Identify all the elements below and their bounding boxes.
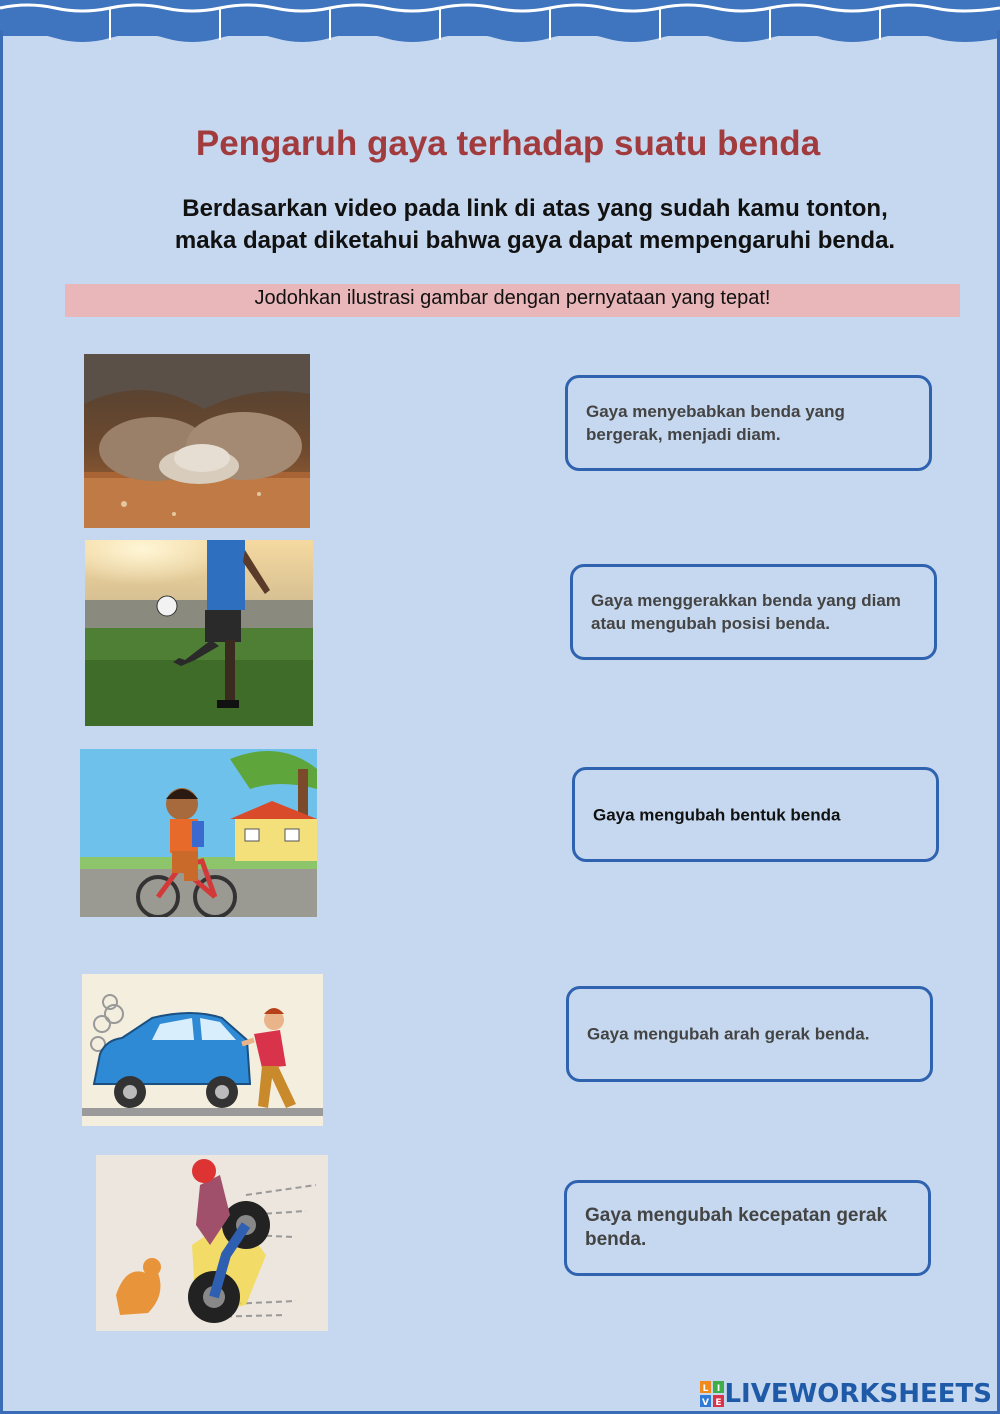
statement-text-5: Gaya mengubah kecepatan gerak benda.	[585, 1205, 888, 1250]
statement-card-2[interactable]	[570, 564, 937, 660]
statement-text-1: Gaya menyebabkan benda yang bergerak, menjadi diam.	[586, 402, 845, 444]
instruction-text: Jodohkan ilustrasi gambar dengan pernyataan yang tepat!	[254, 287, 771, 309]
brand-name: LIVEWORKSHEETS	[724, 1379, 992, 1409]
statement-card-5[interactable]	[564, 1180, 931, 1276]
wavy-header-border	[0, 0, 1000, 52]
svg-text:V: V	[702, 1398, 710, 1407]
liveworksheets-logo[interactable]	[700, 1378, 992, 1410]
statement-card-4[interactable]	[566, 986, 933, 1082]
man-pushing-car-image[interactable]	[82, 974, 323, 1126]
live-badge-icon	[700, 1381, 724, 1407]
statement-text-2: Gaya menggerakkan benda yang diam atau mengubah posisi benda.	[591, 591, 901, 633]
svg-text:E: E	[715, 1398, 723, 1407]
svg-text:I: I	[717, 1384, 721, 1394]
statement-card-1[interactable]	[565, 375, 932, 471]
boy-riding-bicycle-image[interactable]	[80, 749, 317, 917]
intro-line-1: Berdasarkan video pada link di atas yang sudah kamu tonton,	[182, 195, 888, 222]
statement-text-4: Gaya mengubah arah gerak benda.	[587, 1024, 870, 1044]
intro-text	[100, 193, 970, 257]
intro-line-2: maka dapat diketahui bahwa gaya dapat mempengaruhi benda.	[174, 227, 896, 254]
motorcycle-braking-for-cat-image[interactable]	[96, 1155, 328, 1331]
page-title: Pengaruh gaya terhadap suatu benda	[195, 124, 821, 163]
frame-left-border	[0, 30, 3, 1414]
svg-text:L: L	[703, 1384, 709, 1394]
statement-card-3[interactable]	[572, 767, 939, 862]
hands-kneading-dough-image[interactable]	[84, 354, 310, 528]
boy-juggling-football-image[interactable]	[85, 540, 313, 726]
instruction-banner	[65, 284, 960, 317]
statement-text-3: Gaya mengubah bentuk benda	[593, 805, 841, 824]
